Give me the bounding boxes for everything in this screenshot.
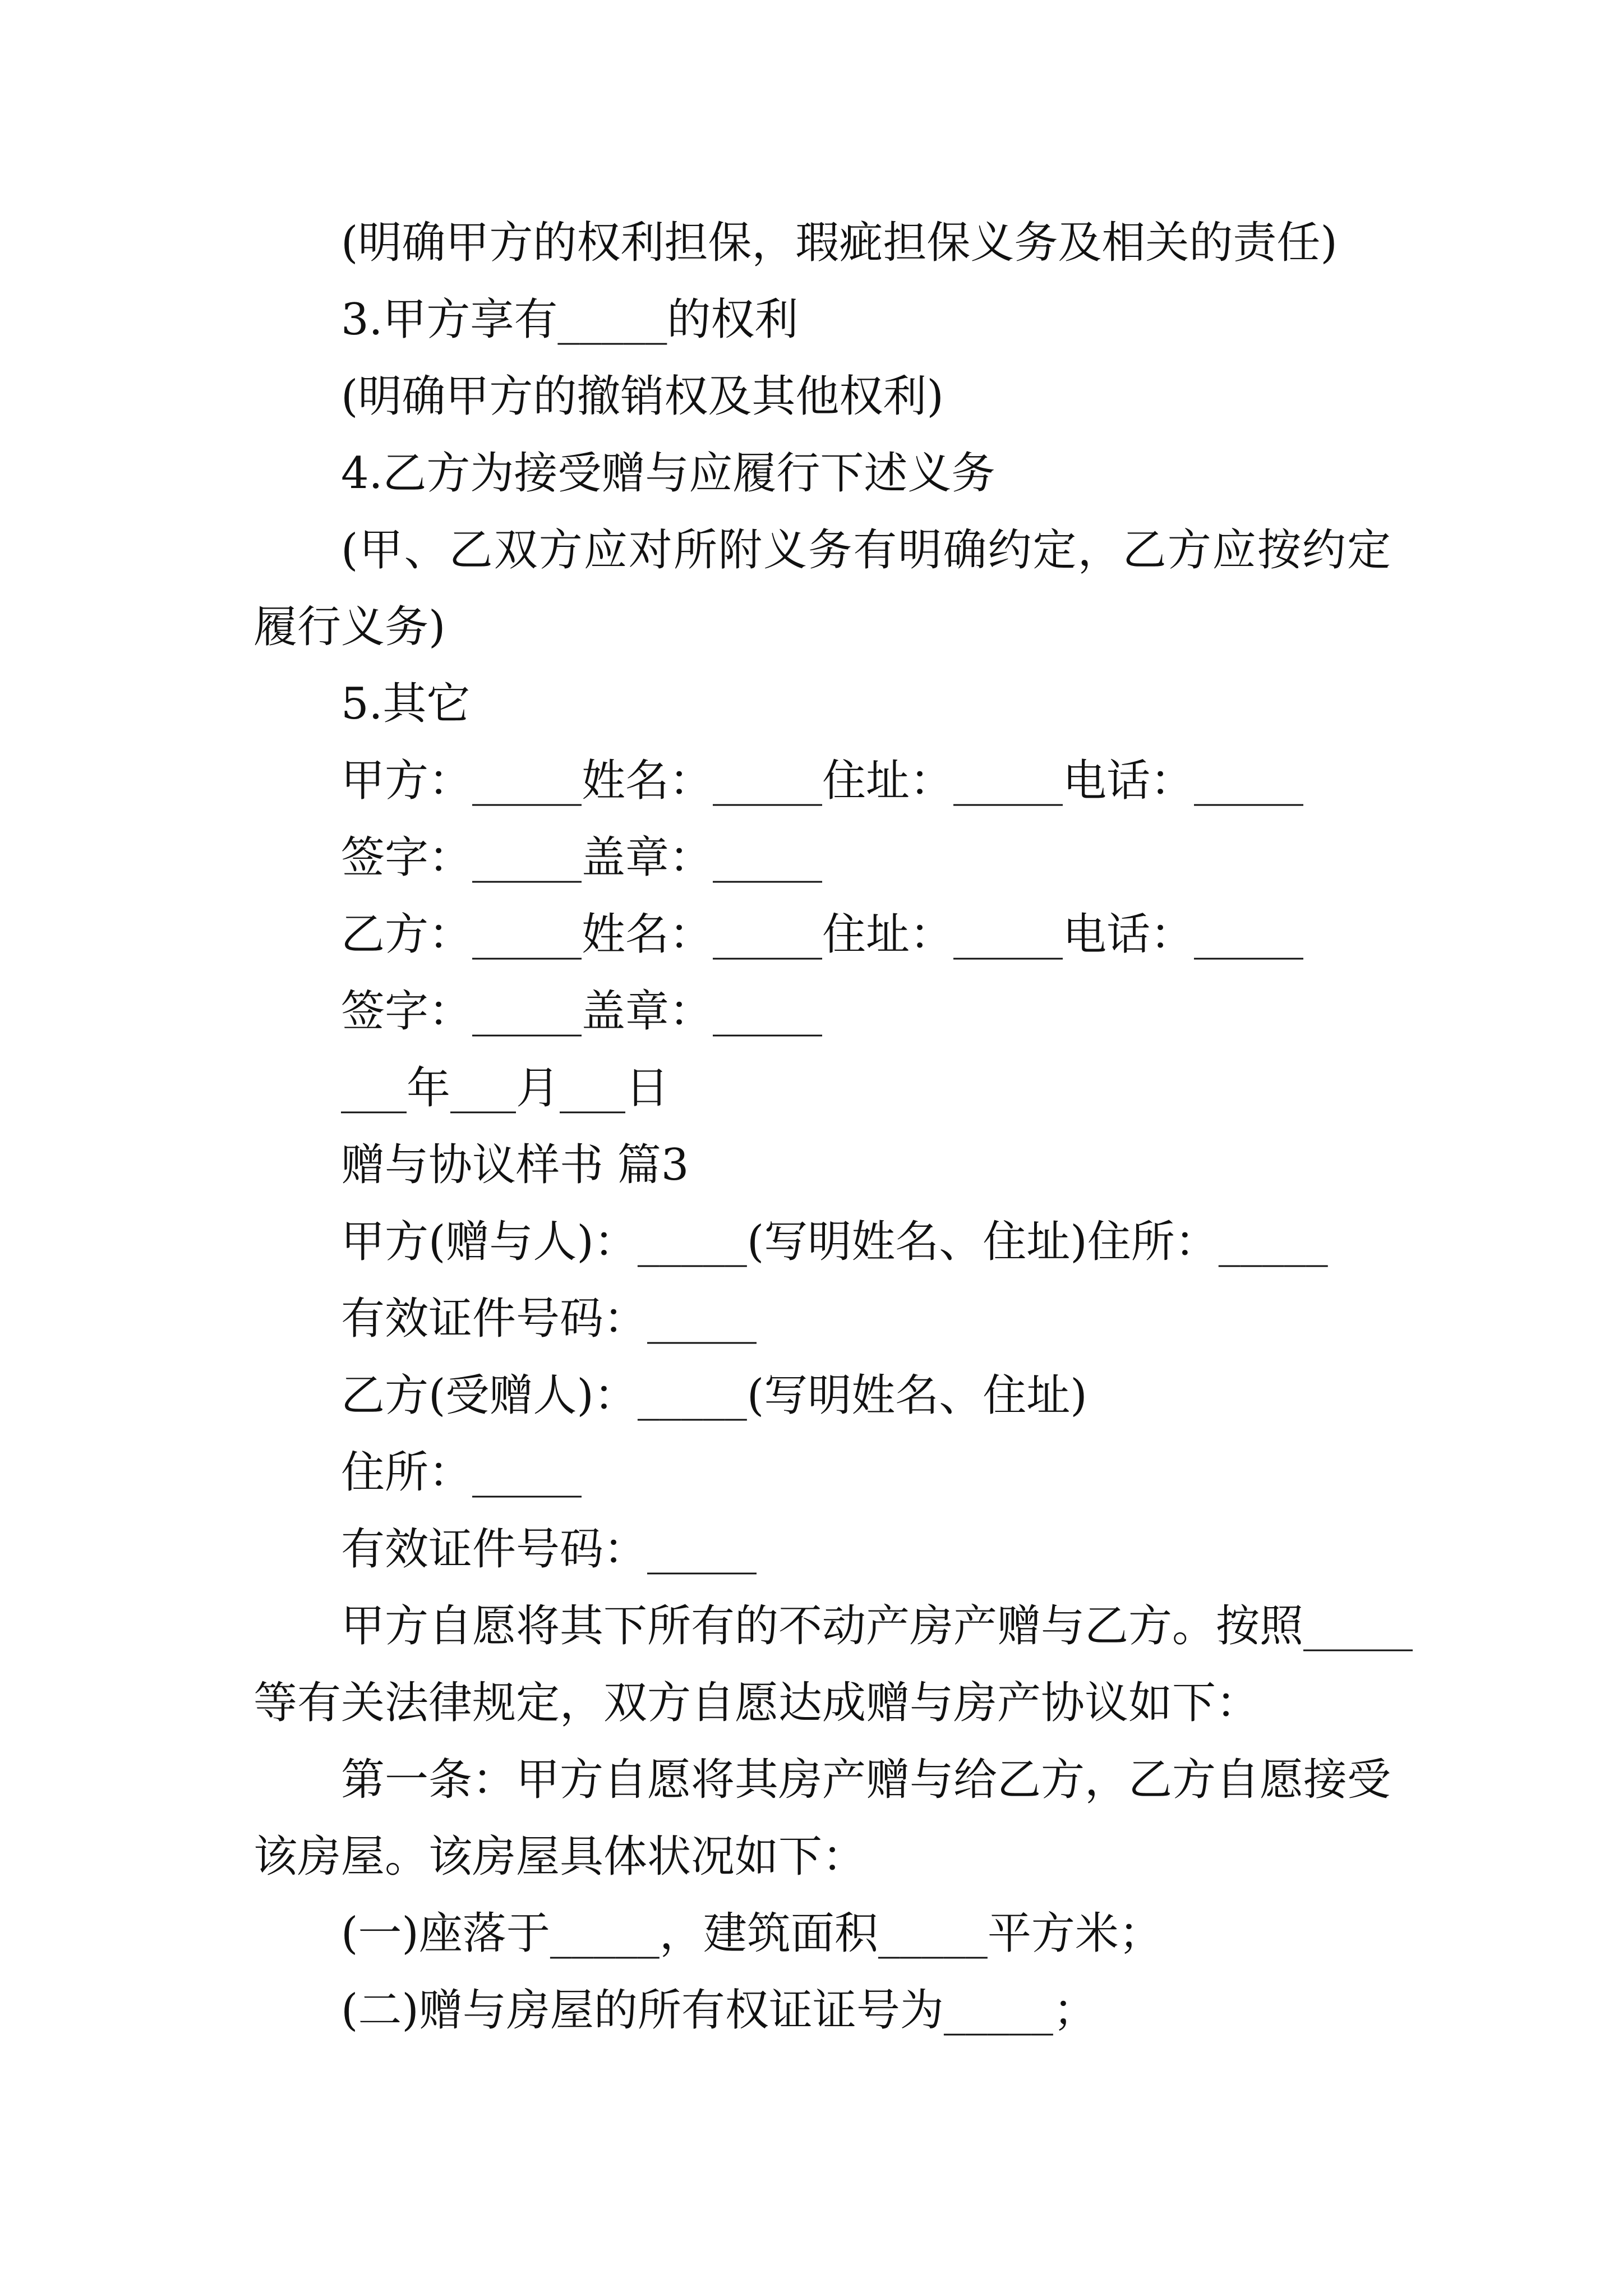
paragraph-preamble <box>253 1588 1413 1742</box>
body-line: 甲方自愿将其下所有的不动产房产赠与乙方。按照_____ <box>341 1601 1413 1651</box>
paragraph-article-1 <box>253 1742 1391 1895</box>
party-info-line: 乙方(受赠人)：_____(写明姓名、住址) <box>341 1370 1087 1421</box>
donor-info <box>253 1204 1391 1281</box>
body-line: (甲、乙双方应对所附义务有明确约定，乙方应按约定 <box>341 525 1391 576</box>
party-a-signature <box>253 820 1391 896</box>
donee-id-number <box>253 1511 1391 1588</box>
paragraph-item-1 <box>253 1895 1391 1972</box>
paragraph-clause-5 <box>253 666 1391 743</box>
party-info-line: 甲方：_____姓名：_____住址：_____电话：_____ <box>341 756 1304 806</box>
signature-line: 签字：_____盖章：_____ <box>341 986 823 1037</box>
id-number-line: 有效证件号码：_____ <box>341 1524 757 1575</box>
party-b-signature <box>253 973 1391 1050</box>
party-a-info <box>253 743 1391 820</box>
paragraph-clause-4 <box>253 435 1391 512</box>
donee-info <box>253 1358 1391 1434</box>
paragraph-grantor-warranty-note <box>253 205 1391 282</box>
body-line: 第一条：甲方自愿将其房产赠与给乙方，乙方自愿接受 <box>341 1755 1391 1805</box>
date-block <box>253 1050 1391 1127</box>
document-body <box>253 205 1413 2049</box>
date-line: ___年___月___日 <box>341 1063 670 1114</box>
id-number-line: 有效证件号码：_____ <box>341 1294 757 1344</box>
paragraph-clause-3 <box>253 282 1391 358</box>
residence-line: 住所：_____ <box>341 1447 582 1498</box>
body-line-continuation: 履行义务) <box>253 602 446 652</box>
donee-residence <box>253 1434 1391 1511</box>
paragraph-obligation-note <box>253 512 1391 666</box>
body-line-continuation: 该房屋。该房屋具体状况如下： <box>253 1832 866 1882</box>
clause-line: 5.其它 <box>341 679 471 729</box>
donor-id-number <box>253 1281 1391 1358</box>
party-b-info <box>253 896 1391 973</box>
clause-line: 4.乙方为接受赠与应履行下述义务 <box>341 448 995 499</box>
list-item: (一)座落于_____，建筑面积_____平方米； <box>341 1908 1163 1959</box>
section-heading <box>253 1127 1391 1204</box>
party-info-line: 乙方：_____姓名：_____住址：_____电话：_____ <box>341 909 1304 960</box>
section-heading-text: 赠与协议样书 篇3 <box>341 1140 689 1190</box>
body-line-continuation: 等有关法律规定，双方自愿达成赠与房产协议如下： <box>253 1678 1260 1728</box>
paragraph-item-2 <box>253 1972 1391 2049</box>
signature-line: 签字：_____盖章：_____ <box>341 832 823 883</box>
body-line: (明确甲方的权利担保，瑕疵担保义务及相关的责任) <box>341 218 1338 268</box>
paragraph-revocation-note <box>253 358 1391 435</box>
list-item: (二)赠与房屋的所有权证证号为_____； <box>341 1985 1097 2036</box>
party-info-line: 甲方(赠与人)：_____(写明姓名、住址)住所：_____ <box>341 1217 1328 1267</box>
body-line: (明确甲方的撤销权及其他权利) <box>341 371 944 422</box>
clause-line: 3.甲方享有_____的权利 <box>341 295 799 345</box>
